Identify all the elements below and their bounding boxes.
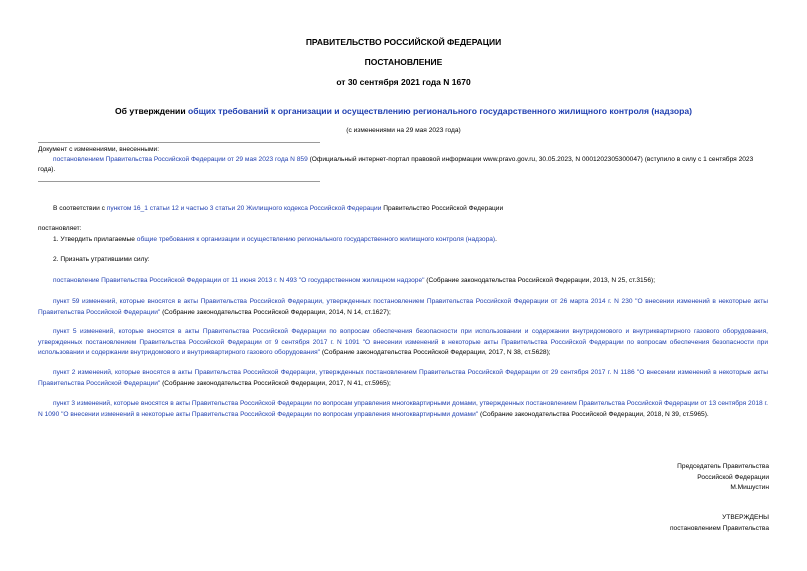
- repealed-item: [38, 399, 768, 420]
- amendment-details: (Официальный интернет-портал правовой информации www.pravo.gov.ru, 30.05.2023, N 0001202305300047) (вступило в силу с 1 сентября 2023 года).: [38, 156, 754, 173]
- amendments-text: [38, 155, 768, 175]
- resolves-line: постановляет:: [38, 225, 82, 232]
- signature-name: М.Мишустин: [730, 484, 769, 491]
- amendments-intro: Документ с изменениями, внесенными:: [38, 146, 160, 153]
- title-link[interactable]: общих требований к организации и осуществлению регионального государственного жилищного контроля (надзора): [188, 106, 692, 116]
- document-type-heading: ПОСТАНОВЛЕНИЕ: [364, 57, 443, 67]
- repealed-source: (Собрание законодательства Российской Федерации, 2017, N 41, ст.5965);: [160, 379, 391, 387]
- repealed-item: [38, 276, 768, 287]
- amendments-bottom-rule: [38, 181, 320, 182]
- approved-block: [670, 513, 769, 534]
- repealed-link[interactable]: постановление Правительства Российской Федерации от 11 июня 2013 г. N 493 "О государственном жилищном надзоре": [53, 277, 425, 284]
- item-1-before: 1. Утвердить прилагаемые: [53, 236, 137, 243]
- government-heading: ПРАВИТЕЛЬСТВО РОССИЙСКОЙ ФЕДЕРАЦИИ: [305, 37, 502, 47]
- repealed-source: (Собрание законодательства Российской Федерации, 2013, N 25, ст.3156);: [424, 277, 656, 284]
- item-1-after: .: [495, 236, 497, 243]
- repealed-item: [38, 368, 768, 389]
- basis-after: Правительство Российской Федерации: [381, 205, 504, 212]
- approved-label: УТВЕРЖДЕНЫ: [722, 514, 769, 521]
- repealed-source: (Собрание законодательства Российской Федерации, 2018, N 39, ст.5965).: [478, 410, 709, 418]
- repealed-item: [38, 297, 768, 318]
- item-1-link[interactable]: общие требования к организации и осуществлению регионального государственного жилищного контроля (надзора): [136, 236, 496, 243]
- document-title: [0, 106, 807, 116]
- repealed-source: (Собрание законодательства Российской Федерации, 2017, N 38, ст.5628);: [320, 349, 551, 356]
- basis-before: В соответствии с: [53, 205, 107, 212]
- approved-by: постановлением Правительства: [669, 524, 769, 532]
- item-2: 2. Признать утратившими силу:: [53, 256, 150, 263]
- amendment-link[interactable]: постановлением Правительства Российской Федерации от 29 мая 2023 года N 859: [53, 156, 308, 163]
- signature-position: Председатель Правительства: [677, 463, 769, 470]
- repealed-item: [38, 327, 768, 359]
- date-number-heading: от 30 сентября 2021 года N 1670: [336, 77, 471, 87]
- repealed-link[interactable]: пункт 5 изменений, которые вносятся в акты Правительства Российской Федерации по вопросам обеспечения безопасности при использовании и содержании внутридомового и внутриквартирного газового оборудования, утвержденных постановлением Правительства Российской Федерации от 9 сентября 2017 г. N 1091 "О внесении изменений в некоторые акты Правительства Российской Федерации по вопросам обеспечения безопасности при использовании и содержании внутридомового и внутриквартирного газового оборудования": [38, 328, 768, 356]
- repealed-link[interactable]: пункт 3 изменений, которые вносятся в акты Правительства Российской Федерации по вопросам управления многоквартирными домами, утвержденных постановлением Правительства Российской Федерации от 13 сентября 2018 г. N 1090 "О внесении изменений в некоторые акты Правительства Российской Федерации по вопросам управления многоквартирными домами": [38, 400, 768, 418]
- item-1: [38, 235, 768, 246]
- repealed-link[interactable]: пункт 2 изменений, которые вносятся в акты Правительства Российской Федерации, утвержденных постановлением Правительства Российской Федерации от 29 сентября 2017 г. N 1186 "О внесении изменений в некоторые акты Правительства Российской Федерации": [38, 369, 768, 387]
- title-prefix: Об утверждении: [114, 106, 189, 116]
- basis-paragraph: [38, 204, 768, 215]
- repealed-source: (Собрание законодательства Российской Федерации, 2014, N 14, ст.1627);: [160, 308, 391, 316]
- repealed-link[interactable]: пункт 59 изменений, которые вносятся в акты Правительства Российской Федерации, утвержденных постановлением Правительства Российской Федерации от 26 марта 2014 г. N 230 "О внесении изменений в некоторые акты Правительства Российской Федерации": [38, 298, 768, 316]
- basis-link[interactable]: пунктом 16_1 статьи 12 и частью 3 статьи 20 Жилищного кодекса Российской Федерации: [106, 205, 382, 212]
- signature-block: [677, 462, 769, 494]
- signature-country: Российской Федерации: [697, 473, 769, 481]
- amendments-top-rule: [38, 142, 320, 143]
- revision-subtitle: (с изменениями на 29 мая 2023 года): [346, 127, 461, 134]
